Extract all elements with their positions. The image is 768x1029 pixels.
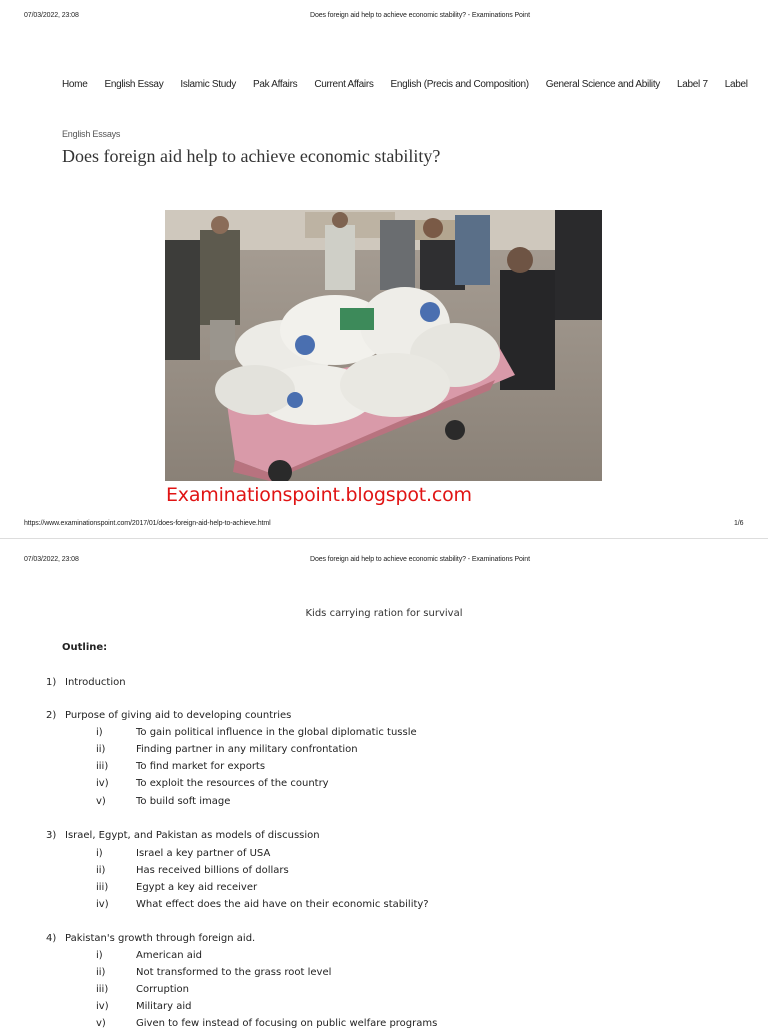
outline-subitem: iii) Egypt a key aid receiver [96, 882, 258, 893]
print-doc-title: Does foreign aid help to achieve economic stability? - Examinations Point [310, 12, 530, 19]
outline-subitem: iv) Military aid [96, 1001, 192, 1012]
outline-heading: Outline: [62, 642, 108, 653]
nav-general-science[interactable]: General Science and Ability [545, 79, 660, 90]
print-page-number: 1/6 [734, 520, 744, 527]
outline-subitem: iii) Corruption [96, 984, 189, 995]
nav-pak-affairs[interactable]: Pak Affairs [252, 79, 298, 90]
post-category[interactable]: English Essays [62, 129, 121, 139]
nav-home[interactable]: Home [62, 79, 88, 90]
outline-item: 1) Introduction [46, 677, 126, 688]
nav-english-essay[interactable]: English Essay [104, 79, 164, 90]
print-doc-title-2: Does foreign aid help to achieve economic stability? - Examinations Point [310, 556, 530, 563]
outline-subitem: v) Given to few instead of focusing on public welfare programs [96, 1018, 438, 1029]
outline-subitem: ii) Finding partner in any military confrontation [96, 744, 358, 755]
outline-item: 3) Israel, Egypt, and Pakistan as models of discussion [46, 830, 320, 841]
page-divider [0, 538, 768, 539]
outline-subitem: i) To gain political influence in the global diplomatic tussle [96, 727, 417, 738]
nav-current-affairs[interactable]: Current Affairs [314, 79, 374, 90]
outline-subitem: iv) To exploit the resources of the country [96, 778, 329, 789]
nav-islamic-study[interactable]: Islamic Study [180, 79, 236, 90]
outline-subitem: iii) To find market for exports [96, 761, 266, 772]
outline-item: 2) Purpose of giving aid to developing countries [46, 710, 292, 721]
photo-caption: Kids carrying ration for survival [305, 608, 463, 619]
nav-label-7[interactable]: Label 7 [677, 79, 708, 90]
nav-english-precis[interactable]: English (Precis and Composition) [390, 79, 529, 90]
nav-label[interactable]: Label [724, 79, 748, 90]
outline-subitem: ii) Not transformed to the grass root level [96, 967, 332, 978]
post-photo [165, 210, 602, 481]
print-footer-url: https://www.examinationspoint.com/2017/01/does-foreign-aid-help-to-achieve.html [24, 520, 271, 527]
watermark-site: Examinationspoint.blogspot.com [166, 484, 472, 506]
outline-item: 4) Pakistan's growth through foreign aid. [46, 933, 256, 944]
main-nav [62, 79, 768, 93]
outline-subitem: ii) Has received billions of dollars [96, 865, 289, 876]
print-timestamp-2: 07/03/2022, 23:08 [24, 556, 79, 563]
outline-subitem: i) American aid [96, 950, 203, 961]
outline-subitem: iv) What effect does the aid have on their economic stability? [96, 899, 429, 910]
print-timestamp: 07/03/2022, 23:08 [24, 12, 79, 19]
outline-subitem: v) To build soft image [96, 796, 231, 807]
outline-subitem: i) Israel a key partner of USA [96, 848, 271, 859]
post-title: Does foreign aid help to achieve economic stability? [62, 146, 441, 166]
